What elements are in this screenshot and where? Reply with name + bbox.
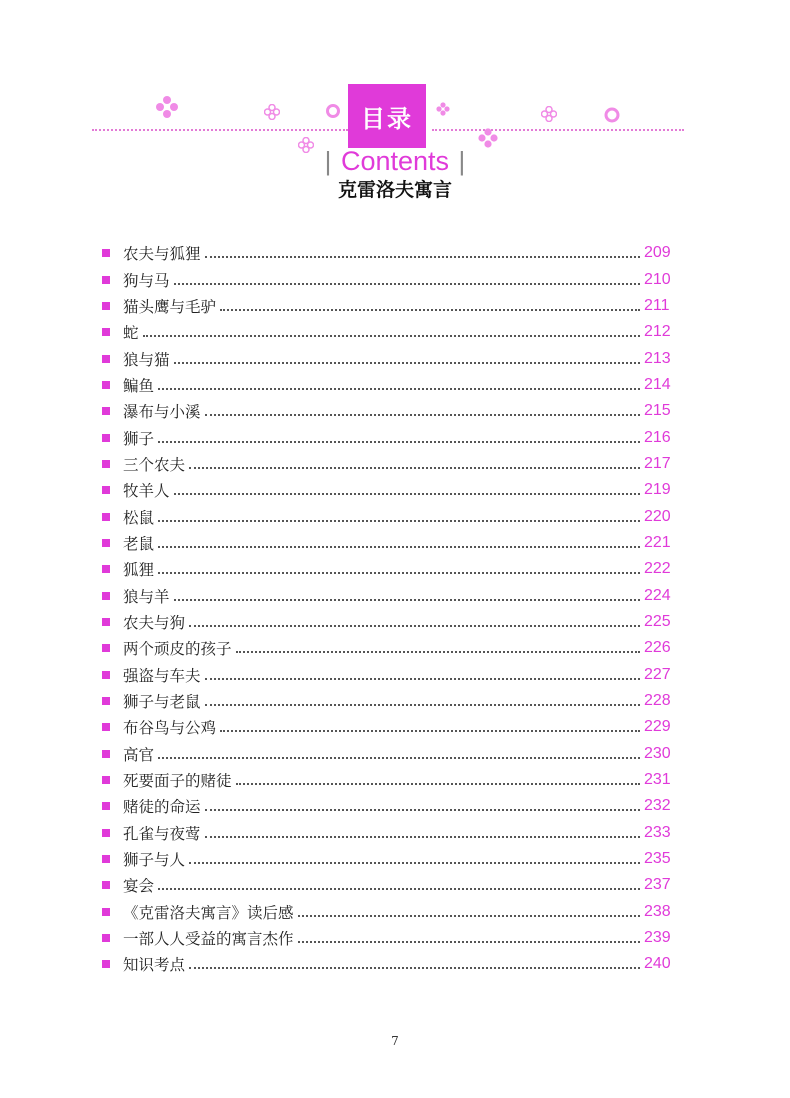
toc-entry-page: 210 [644, 270, 671, 288]
dot-leader [189, 467, 640, 469]
toc-entry-title: 死要面子的赌徒 [123, 772, 232, 791]
toc-entry-title: 狼与猫 [123, 350, 170, 369]
toc-entry-title: 三个农夫 [123, 455, 186, 474]
toc-entry-page: 237 [644, 876, 671, 894]
toc-entry-title: 知识考点 [123, 956, 186, 975]
bullet-square-icon [102, 934, 110, 942]
bullet-square-icon [102, 565, 110, 573]
toc-entry[interactable] [102, 530, 682, 556]
toc-entry[interactable] [102, 424, 682, 450]
bullet-square-icon [102, 881, 110, 889]
toc-entry-title: 布谷鸟与公鸡 [123, 719, 217, 738]
dot-leader [158, 757, 640, 759]
bullet-square-icon [102, 434, 110, 442]
toc-entry-title: 狮子 [123, 429, 155, 448]
dot-leader [236, 783, 640, 785]
toc-entry[interactable] [102, 688, 682, 714]
bullet-square-icon [102, 539, 110, 547]
dot-leader [189, 862, 640, 864]
bullet-square-icon [102, 960, 110, 968]
toc-entry-page: 219 [644, 481, 671, 499]
dot-leader [205, 414, 640, 416]
toc-entry[interactable] [102, 503, 682, 529]
bullet-square-icon [102, 486, 110, 494]
toc-entry[interactable] [102, 319, 682, 345]
toc-entry-title: 农夫与狗 [123, 613, 186, 632]
dot-leader [220, 730, 640, 732]
dot-leader [174, 599, 640, 601]
toc-entry-title: 高官 [123, 745, 155, 764]
toc-entry[interactable] [102, 293, 682, 319]
toc-entry-page: 225 [644, 612, 671, 630]
toc-entry-page: 216 [644, 428, 671, 446]
toc-entry[interactable] [102, 345, 682, 371]
toc-entry[interactable] [102, 741, 682, 767]
dot-leader [205, 704, 640, 706]
toc-entry-title: 牧羊人 [123, 482, 170, 501]
bullet-square-icon [102, 355, 110, 363]
bullet-square-icon [102, 723, 110, 731]
toc-entry-title: 狐狸 [123, 561, 155, 580]
toc-entry-title: 两个顽皮的孩子 [123, 640, 232, 659]
toc-entry-title: 狮子与老鼠 [123, 693, 201, 712]
toc-entry[interactable] [102, 266, 682, 292]
bullet-square-icon [102, 328, 110, 336]
toc-entry-page: 209 [644, 244, 671, 262]
dot-leader [158, 441, 640, 443]
toc-entry[interactable] [102, 662, 682, 688]
toc-entry-title: 蛇 [123, 324, 139, 343]
dot-leader [205, 809, 640, 811]
toc-entry-page: 233 [644, 823, 671, 841]
toc-entry[interactable] [102, 872, 682, 898]
toc-entry-page: 229 [644, 718, 671, 736]
ring-icon [325, 103, 341, 119]
toc-entry[interactable] [102, 793, 682, 819]
flower-icon [478, 128, 498, 148]
toc-entry[interactable] [102, 899, 682, 925]
bullet-square-icon [102, 513, 110, 521]
bullet-square-icon [102, 302, 110, 310]
dot-leader [220, 309, 640, 311]
dot-leader [189, 967, 640, 969]
toc-entry-page: 221 [644, 533, 671, 551]
toc-entry[interactable] [102, 451, 682, 477]
toc-entry-page: 222 [644, 560, 671, 578]
bullet-square-icon [102, 381, 110, 389]
toc-title-box [348, 84, 426, 148]
toc-entry-page: 214 [644, 375, 671, 393]
bullet-square-icon [102, 802, 110, 810]
toc-entry[interactable] [102, 372, 682, 398]
dotted-divider-right [432, 129, 684, 131]
toc-entry-page: 230 [644, 744, 671, 762]
toc-entry-page: 224 [644, 586, 671, 604]
dot-leader [158, 388, 640, 390]
toc-entry[interactable] [102, 635, 682, 661]
bullet-square-icon [102, 750, 110, 758]
flower-icon [264, 104, 280, 120]
toc-entry-page: 227 [644, 665, 671, 683]
toc-entry[interactable] [102, 398, 682, 424]
toc-entry-title: 农夫与狐狸 [123, 245, 201, 264]
toc-entry-page: 235 [644, 850, 671, 868]
dot-leader [174, 362, 640, 364]
bullet-square-icon [102, 249, 110, 257]
flower-icon [436, 102, 450, 116]
toc-entry-page: 213 [644, 349, 671, 367]
dot-leader [158, 888, 640, 890]
flower-icon [156, 96, 178, 118]
toc-entry-page: 238 [644, 902, 671, 920]
bullet-square-icon [102, 407, 110, 415]
bullet-square-icon [102, 592, 110, 600]
dot-leader [189, 625, 640, 627]
toc-entry[interactable] [102, 767, 682, 793]
toc-entry-title: 《克雷洛夫寓言》读后感 [123, 903, 294, 922]
toc-entry-title: 宴会 [123, 877, 155, 896]
toc-entry-title: 鳊鱼 [123, 376, 155, 395]
bullet-square-icon [102, 460, 110, 468]
toc-entry[interactable] [102, 609, 682, 635]
bullet-square-icon [102, 618, 110, 626]
bullet-square-icon [102, 644, 110, 652]
toc-title-en: Contents [340, 146, 450, 176]
toc-entry-page: 217 [644, 454, 671, 472]
heading-separator-left: | [324, 146, 332, 176]
toc-entry-title: 瀑布与小溪 [123, 403, 201, 422]
dot-leader [298, 941, 640, 943]
bullet-square-icon [102, 697, 110, 705]
dot-leader [205, 256, 640, 258]
dot-leader [143, 335, 640, 337]
dot-leader [236, 651, 640, 653]
toc-entry[interactable] [102, 951, 682, 977]
toc-entry-page: 240 [644, 955, 671, 973]
dot-leader [158, 572, 640, 574]
bullet-square-icon [102, 671, 110, 679]
toc-entry-page: 211 [644, 296, 670, 314]
dot-leader [174, 283, 640, 285]
bullet-square-icon [102, 776, 110, 784]
toc-entry-page: 215 [644, 402, 671, 420]
toc-entry[interactable] [102, 925, 682, 951]
toc-entry-title: 强盗与车夫 [123, 666, 201, 685]
dot-leader [205, 836, 640, 838]
toc-entry-title: 一部人人受益的寓言杰作 [123, 930, 294, 949]
toc-entry[interactable] [102, 477, 682, 503]
heading-separator-right: | [458, 146, 466, 176]
dot-leader [174, 493, 640, 495]
toc-entry-page: 226 [644, 639, 671, 657]
toc-entry[interactable] [102, 582, 682, 608]
toc-entry-title: 猫头鹰与毛驴 [123, 297, 217, 316]
toc-entry[interactable] [102, 240, 682, 266]
toc-entry-title: 狼与羊 [123, 587, 170, 606]
dotted-divider-left [92, 129, 348, 131]
table-of-contents [102, 240, 682, 978]
toc-entry-title: 孔雀与夜莺 [123, 824, 201, 843]
dot-leader [158, 546, 640, 548]
toc-entry-page: 228 [644, 692, 671, 710]
toc-entry-title: 松鼠 [123, 508, 155, 527]
toc-entry-page: 231 [644, 771, 671, 789]
dot-leader [205, 678, 640, 680]
contents-heading [0, 146, 790, 177]
toc-entry-page: 220 [644, 507, 671, 525]
bullet-square-icon [102, 908, 110, 916]
toc-entry[interactable] [102, 820, 682, 846]
toc-entry[interactable] [102, 556, 682, 582]
ring-icon [603, 106, 621, 124]
bullet-square-icon [102, 829, 110, 837]
dot-leader [298, 915, 640, 917]
page-number: 7 [391, 1034, 399, 1048]
book-title: 克雷洛夫寓言 [337, 179, 452, 201]
toc-entry-title: 狗与马 [123, 271, 170, 290]
toc-entry-title: 老鼠 [123, 534, 155, 553]
toc-title-cn: 目录 [361, 104, 413, 133]
bullet-square-icon [102, 276, 110, 284]
dot-leader [158, 520, 640, 522]
toc-entry[interactable] [102, 714, 682, 740]
toc-entry-page: 212 [644, 323, 671, 341]
toc-entry-page: 239 [644, 929, 671, 947]
toc-entry-page: 232 [644, 797, 671, 815]
flower-icon [541, 106, 557, 122]
toc-entry[interactable] [102, 846, 682, 872]
toc-entry-title: 狮子与人 [123, 851, 186, 870]
toc-entry-title: 赌徒的命运 [123, 798, 201, 817]
bullet-square-icon [102, 855, 110, 863]
